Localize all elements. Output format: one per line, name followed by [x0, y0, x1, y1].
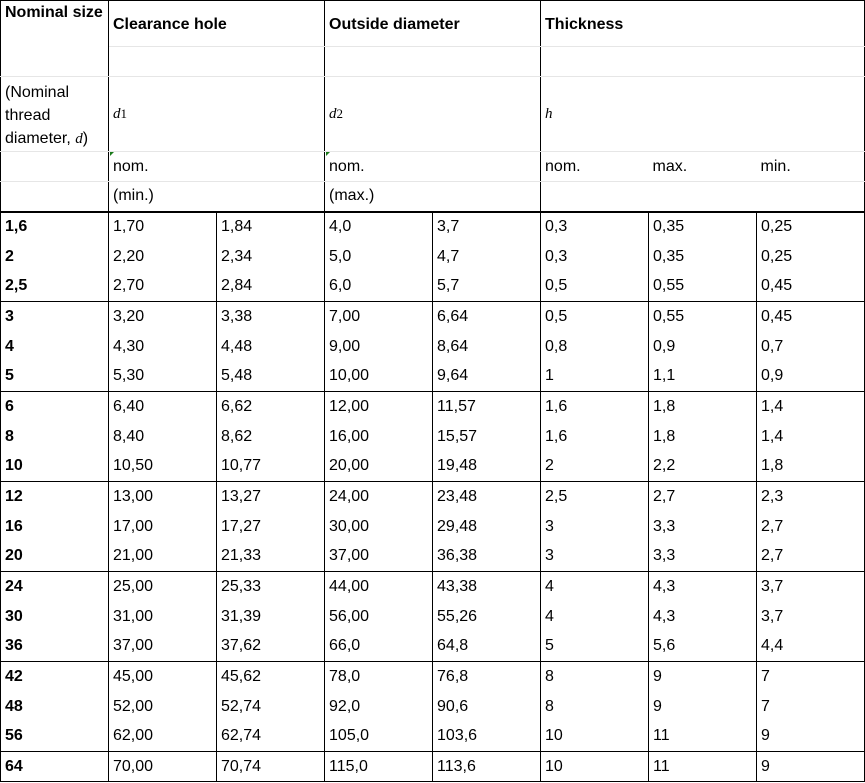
table-row: [1, 632, 865, 662]
cell-outside-min: 9,64: [433, 362, 541, 392]
cell-nominal-size: 48: [1, 692, 109, 722]
blank-cell: [541, 182, 865, 212]
header-outside-diameter: [325, 1, 541, 47]
cell-clearance-nom: 4,30: [109, 332, 217, 362]
cell-clearance-nom: 5,30: [109, 362, 217, 392]
table-row: [1, 752, 865, 782]
cell-nominal-size: 1,6: [1, 212, 109, 242]
table-row: [1, 602, 865, 632]
cell-thickness-min: 0,25: [757, 212, 865, 242]
cell-nominal-size: 24: [1, 572, 109, 602]
cell-clearance-nom: 2,70: [109, 272, 217, 302]
blank-cell: [325, 47, 541, 77]
cell-thickness-nom: 2,5: [541, 482, 649, 512]
table-row: [1, 332, 865, 362]
cell-outside-min: 36,38: [433, 542, 541, 572]
cell-thickness-max: 3,3: [649, 542, 757, 572]
table-row: [1, 392, 865, 422]
cell-clearance-max: 62,74: [217, 722, 325, 752]
cell-thickness-min: 7: [757, 692, 865, 722]
outside-nom-cell: [325, 152, 541, 182]
cell-nominal-size: 6: [1, 392, 109, 422]
cell-outside-nom: 44,00: [325, 572, 433, 602]
cell-outside-nom: 6,0: [325, 272, 433, 302]
nominal-note-d-symbol: d: [75, 131, 83, 147]
cell-outside-nom: 30,00: [325, 512, 433, 542]
cell-thickness-min: 1,4: [757, 392, 865, 422]
cell-thickness-max: 9: [649, 692, 757, 722]
cell-clearance-nom: 31,00: [109, 602, 217, 632]
thickness-min-cell: [757, 152, 865, 182]
d2-subscript: 2: [336, 106, 344, 121]
cell-thickness-min: 2,7: [757, 542, 865, 572]
cell-clearance-max: 70,74: [217, 752, 325, 782]
cell-thickness-nom: 5: [541, 632, 649, 662]
cell-thickness-min: 2,3: [757, 482, 865, 512]
cell-thickness-min: 0,45: [757, 272, 865, 302]
cell-thickness-min: 1,8: [757, 452, 865, 482]
cell-clearance-max: 45,62: [217, 662, 325, 692]
d2-symbol-cell: [325, 77, 541, 152]
cell-thickness-min: 2,7: [757, 512, 865, 542]
blank-cell: [1, 182, 109, 212]
nominal-note: [1, 77, 109, 152]
table-row: [1, 302, 865, 332]
cell-outside-nom: 5,0: [325, 242, 433, 272]
cell-thickness-nom: 0,5: [541, 272, 649, 302]
cell-thickness-min: 0,25: [757, 242, 865, 272]
cell-thickness-min: 9: [757, 722, 865, 752]
cell-thickness-min: 9: [757, 752, 865, 782]
blank-cell: [541, 47, 865, 77]
blank-cell: [1, 152, 109, 182]
cell-clearance-max: 37,62: [217, 632, 325, 662]
cell-thickness-max: 0,55: [649, 302, 757, 332]
cell-thickness-min: 0,7: [757, 332, 865, 362]
cell-clearance-max: 10,77: [217, 452, 325, 482]
table-row: [1, 242, 865, 272]
cell-outside-min: 29,48: [433, 512, 541, 542]
outside-diameter-label: Outside diameter: [329, 16, 460, 33]
cell-thickness-max: 0,35: [649, 212, 757, 242]
cell-nominal-size: 16: [1, 512, 109, 542]
cell-thickness-nom: 0,3: [541, 212, 649, 242]
cell-outside-nom: 37,00: [325, 542, 433, 572]
cell-nominal-size: 2,5: [1, 272, 109, 302]
clearance-min-label: (min.): [113, 187, 154, 205]
cell-clearance-nom: 13,00: [109, 482, 217, 512]
clearance-min-cell: [109, 182, 325, 212]
clearance-nom-label: nom.: [113, 157, 149, 175]
table-row: [1, 692, 865, 722]
cell-clearance-max: 3,38: [217, 302, 325, 332]
cell-clearance-max: 17,27: [217, 512, 325, 542]
cell-thickness-max: 4,3: [649, 602, 757, 632]
cell-nominal-size: 5: [1, 362, 109, 392]
nominal-note-close: ): [82, 130, 89, 147]
d2-symbol: d: [329, 106, 337, 122]
cell-thickness-min: 4,4: [757, 632, 865, 662]
cell-outside-min: 55,26: [433, 602, 541, 632]
cell-outside-min: 8,64: [433, 332, 541, 362]
cell-outside-min: 103,6: [433, 722, 541, 752]
cell-clearance-nom: 1,70: [109, 212, 217, 242]
h-symbol-cell: [541, 77, 865, 152]
cell-outside-nom: 56,00: [325, 602, 433, 632]
cell-thickness-nom: 0,8: [541, 332, 649, 362]
cell-clearance-max: 2,34: [217, 242, 325, 272]
cell-thickness-max: 11: [649, 752, 757, 782]
thickness-min-label: min.: [760, 157, 791, 175]
table-row: [1, 452, 865, 482]
nominal-size-label: Nominal size: [5, 4, 103, 21]
clearance-nom-cell: [109, 152, 325, 182]
cell-thickness-max: 0,9: [649, 332, 757, 362]
cell-comment-marker: [326, 152, 330, 156]
header-thickness: [541, 1, 865, 47]
thickness-nom-label: nom.: [545, 157, 581, 175]
cell-outside-nom: 115,0: [325, 752, 433, 782]
cell-clearance-max: 31,39: [217, 602, 325, 632]
cell-nominal-size: 3: [1, 302, 109, 332]
cell-thickness-nom: 10: [541, 752, 649, 782]
cell-thickness-nom: 4: [541, 572, 649, 602]
cell-clearance-nom: 8,40: [109, 422, 217, 452]
table-row: [1, 572, 865, 602]
table-row: [1, 212, 865, 242]
cell-outside-min: 113,6: [433, 752, 541, 782]
cell-outside-min: 5,7: [433, 272, 541, 302]
cell-outside-min: 6,64: [433, 302, 541, 332]
cell-clearance-nom: 70,00: [109, 752, 217, 782]
cell-clearance-nom: 45,00: [109, 662, 217, 692]
cell-thickness-nom: 3: [541, 542, 649, 572]
cell-clearance-max: 2,84: [217, 272, 325, 302]
cell-clearance-nom: 6,40: [109, 392, 217, 422]
cell-outside-nom: 10,00: [325, 362, 433, 392]
cell-outside-min: 23,48: [433, 482, 541, 512]
cell-outside-nom: 7,00: [325, 302, 433, 332]
thickness-max-label: max.: [652, 157, 688, 175]
table-row: [1, 362, 865, 392]
cell-clearance-max: 6,62: [217, 392, 325, 422]
h-symbol: h: [545, 106, 553, 122]
table-row: [1, 272, 865, 302]
cell-clearance-max: 21,33: [217, 542, 325, 572]
cell-thickness-max: 0,35: [649, 242, 757, 272]
table-row: [1, 422, 865, 452]
cell-clearance-nom: 17,00: [109, 512, 217, 542]
cell-nominal-size: 12: [1, 482, 109, 512]
cell-thickness-nom: 0,3: [541, 242, 649, 272]
cell-outside-nom: 4,0: [325, 212, 433, 242]
cell-nominal-size: 42: [1, 662, 109, 692]
cell-outside-min: 3,7: [433, 212, 541, 242]
blank-cell: [1, 47, 109, 77]
cell-outside-nom: 20,00: [325, 452, 433, 482]
cell-nominal-size: 4: [1, 332, 109, 362]
cell-thickness-min: 1,4: [757, 422, 865, 452]
cell-nominal-size: 2: [1, 242, 109, 272]
cell-nominal-size: 36: [1, 632, 109, 662]
cell-thickness-nom: 0,5: [541, 302, 649, 332]
cell-outside-min: 90,6: [433, 692, 541, 722]
cell-thickness-max: 1,1: [649, 362, 757, 392]
cell-thickness-max: 1,8: [649, 422, 757, 452]
cell-clearance-nom: 2,20: [109, 242, 217, 272]
blank-cell: [109, 47, 325, 77]
cell-outside-nom: 78,0: [325, 662, 433, 692]
cell-outside-nom: 92,0: [325, 692, 433, 722]
cell-thickness-nom: 10: [541, 722, 649, 752]
cell-thickness-min: 7: [757, 662, 865, 692]
cell-outside-nom: 66,0: [325, 632, 433, 662]
cell-clearance-nom: 10,50: [109, 452, 217, 482]
cell-outside-nom: 16,00: [325, 422, 433, 452]
cell-thickness-min: 3,7: [757, 572, 865, 602]
cell-comment-marker: [110, 152, 114, 156]
cell-outside-min: 64,8: [433, 632, 541, 662]
cell-clearance-max: 4,48: [217, 332, 325, 362]
cell-clearance-nom: 25,00: [109, 572, 217, 602]
cell-clearance-max: 52,74: [217, 692, 325, 722]
cell-clearance-nom: 37,00: [109, 632, 217, 662]
cell-thickness-min: 0,9: [757, 362, 865, 392]
cell-clearance-nom: 52,00: [109, 692, 217, 722]
cell-thickness-min: 3,7: [757, 602, 865, 632]
clearance-hole-label: Clearance hole: [113, 16, 227, 33]
cell-outside-min: 15,57: [433, 422, 541, 452]
cell-clearance-nom: 21,00: [109, 542, 217, 572]
cell-outside-nom: 24,00: [325, 482, 433, 512]
header-nominal-size: [1, 1, 109, 47]
cell-thickness-max: 0,55: [649, 272, 757, 302]
cell-thickness-nom: 8: [541, 662, 649, 692]
table-row: [1, 542, 865, 572]
header-clearance-hole: [109, 1, 325, 47]
outside-max-cell: [325, 182, 541, 212]
cell-nominal-size: 8: [1, 422, 109, 452]
nominal-note-text: (Nominal thread diameter,: [5, 84, 76, 147]
cell-outside-nom: 12,00: [325, 392, 433, 422]
thickness-max-cell: [649, 152, 757, 182]
cell-clearance-max: 13,27: [217, 482, 325, 512]
cell-nominal-size: 30: [1, 602, 109, 632]
cell-thickness-max: 2,7: [649, 482, 757, 512]
table-row: [1, 662, 865, 692]
cell-outside-min: 19,48: [433, 452, 541, 482]
cell-outside-nom: 105,0: [325, 722, 433, 752]
cell-thickness-max: 1,8: [649, 392, 757, 422]
cell-thickness-max: 11: [649, 722, 757, 752]
thickness-label: Thickness: [545, 16, 624, 33]
d1-subscript: 1: [120, 106, 127, 121]
table-row: [1, 512, 865, 542]
cell-thickness-nom: 1,6: [541, 422, 649, 452]
table-row: [1, 722, 865, 752]
cell-thickness-max: 5,6: [649, 632, 757, 662]
d1-symbol-cell: [109, 77, 325, 152]
cell-clearance-max: 8,62: [217, 422, 325, 452]
cell-outside-min: 76,8: [433, 662, 541, 692]
cell-thickness-nom: 1,6: [541, 392, 649, 422]
cell-clearance-max: 25,33: [217, 572, 325, 602]
cell-thickness-nom: 8: [541, 692, 649, 722]
cell-nominal-size: 56: [1, 722, 109, 752]
cell-outside-min: 11,57: [433, 392, 541, 422]
thickness-nom-cell: [541, 152, 649, 182]
d1-symbol: d: [113, 106, 121, 122]
cell-outside-nom: 9,00: [325, 332, 433, 362]
cell-nominal-size: 20: [1, 542, 109, 572]
outside-max-label: (max.): [329, 187, 375, 205]
table-row: [1, 482, 865, 512]
cell-nominal-size: 64: [1, 752, 109, 782]
cell-clearance-nom: 62,00: [109, 722, 217, 752]
cell-thickness-max: 2,2: [649, 452, 757, 482]
cell-thickness-nom: 1: [541, 362, 649, 392]
outside-nom-label: nom.: [329, 157, 365, 175]
cell-thickness-min: 0,45: [757, 302, 865, 332]
cell-outside-min: 4,7: [433, 242, 541, 272]
cell-nominal-size: 10: [1, 452, 109, 482]
cell-thickness-nom: 3: [541, 512, 649, 542]
cell-thickness-max: 4,3: [649, 572, 757, 602]
cell-clearance-nom: 3,20: [109, 302, 217, 332]
cell-clearance-max: 5,48: [217, 362, 325, 392]
cell-thickness-max: 3,3: [649, 512, 757, 542]
cell-thickness-nom: 2: [541, 452, 649, 482]
cell-thickness-max: 9: [649, 662, 757, 692]
cell-outside-min: 43,38: [433, 572, 541, 602]
cell-clearance-max: 1,84: [217, 212, 325, 242]
cell-thickness-nom: 4: [541, 602, 649, 632]
